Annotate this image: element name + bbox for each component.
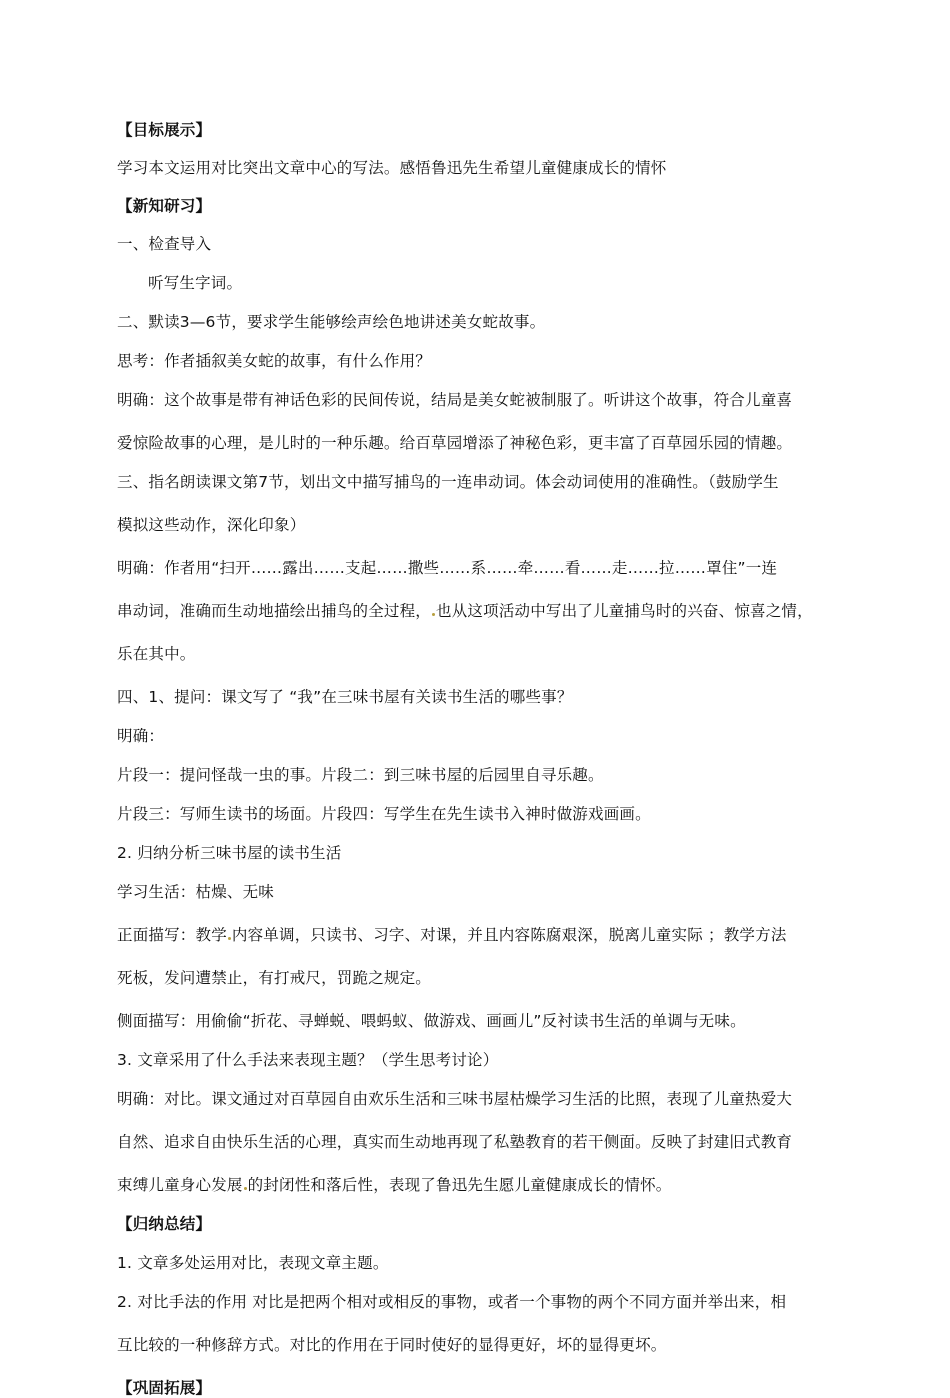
section-4-3-title: 3. 文章采用了什么手法来表现主题？（学生思考讨论） [117, 1051, 499, 1069]
document-body [117, 120, 847, 1398]
section-4-3-answer-line-3a: 束缚儿童身心发展 [117, 1176, 243, 1194]
summary-item-1: 1. 文章多处运用对比，表现文章主题。 [117, 1254, 389, 1272]
summary-item-2-line-1: 2. 对比手法的作用 对比是把两个相对或相反的事物，或者一个事物的两个不同方面并举出来，相 [117, 1293, 787, 1311]
section-3-title-line-2: 模拟这些动作，深化印象） [117, 516, 306, 534]
section-2-title: 二、默读3—6节，要求学生能够绘声绘色地讲述美女蛇故事。 [117, 313, 546, 331]
section-4-2-front-line-1a: 正面描写：教学 [117, 926, 227, 944]
extend-heading: 【巩固拓展】 [117, 1379, 212, 1397]
section-2-answer-line-2: 爱惊险故事的心理，是儿时的一种乐趣。给百草园增添了神秘色彩，更丰富了百草园乐园的情趣。 [117, 434, 793, 452]
mark-dot [244, 1187, 247, 1190]
section-4-fragments-2: 片段三：写师生读书的场面。片段四：写学生在先生读书入神时做游戏画画。 [117, 805, 651, 823]
summary-heading: 【归纳总结】 [117, 1215, 212, 1233]
section-4-2-front-line-2: 死板，发问遭禁止，有打戒尺，罚跪之规定。 [117, 969, 432, 987]
section-1-title: 一、检查导入 [117, 235, 212, 253]
section-3-answer-line-2 [117, 601, 847, 621]
section-4-3-answer-line-3b: 的封闭性和落后性，表现了鲁迅先生愿儿童健康成长的情怀。 [247, 1176, 672, 1194]
section-4-3-answer-line-2: 自然、追求自由快乐生活的心理，真实而生动地再现了私塾教育的若干侧面。反映了封建旧式教育 [117, 1133, 793, 1151]
section-4-2-front-line-1b: 内容单调，只读书、习字、对课，并且内容陈腐艰深，脱离儿童实际 ；教学方法 [231, 926, 787, 944]
section-4-2-title: 2. 归纳分析三味书屋的读书生活 [117, 844, 342, 862]
goal-text: 学习本文运用对比突出文章中心的写法。感悟鲁迅先生希望儿童健康成长的情怀 [117, 159, 667, 177]
summary-item-2-line-2: 互比较的一种修辞方式。对比的作用在于同时使好的显得更好，坏的显得更坏。 [117, 1336, 667, 1354]
section-3-title-line-1: 三、指名朗读课文第7节，划出文中描写捕鸟的一连串动词。体会动词使用的准确性。（鼓励学生 [117, 473, 779, 491]
section-3-answer-line-1: 明确：作者用“扫开……露出……支起……撒些……系……牵……看……走……拉……罩住”一连 [117, 559, 778, 577]
mark-dot [432, 613, 435, 616]
section-4-2-life: 学习生活：枯燥、无味 [117, 883, 275, 901]
section-3-answer-line-2a: 串动词，准确而生动地描绘出捕鸟的全过程， [117, 602, 432, 620]
section-4-title: 四、1、提问：课文写了 “我”在三味书屋有关读书生活的哪些事？ [117, 688, 573, 706]
section-1-text: 听写生字词。 [148, 274, 243, 292]
mark-dot [228, 937, 231, 940]
study-heading: 【新知研习】 [117, 197, 212, 215]
section-4-fragments-1: 片段一：提问怪哉一虫的事。片段二：到三味书屋的后园里自寻乐趣。 [117, 766, 604, 784]
section-2-answer-line-1: 明确：这个故事是带有神话色彩的民间传说，结局是美女蛇被制服了。听讲这个故事，符合儿童喜 [117, 391, 793, 409]
section-4-2-side: 侧面描写：用偷偷“折花、寻蝉蜕、喂蚂蚁、做游戏、画画儿”反衬读书生活的单调与无味。 [117, 1012, 746, 1030]
section-4-label: 明确： [117, 727, 165, 745]
section-4-3-answer-line-3 [117, 1175, 847, 1195]
goal-heading: 【目标展示】 [117, 121, 212, 139]
section-3-answer-line-2b: 也从这项活动中写出了儿童捕鸟时的兴奋、惊喜之情， [436, 602, 813, 620]
section-4-3-answer-line-1: 明确：对比。课文通过对百草园自由欢乐生活和三味书屋枯燥学习生活的比照，表现了儿童热爱大 [117, 1090, 793, 1108]
section-3-answer-line-3: 乐在其中。 [117, 645, 196, 663]
section-4-2-front-line-1 [117, 925, 847, 945]
section-2-question: 思考：作者插叙美女蛇的故事，有什么作用？ [117, 352, 432, 370]
